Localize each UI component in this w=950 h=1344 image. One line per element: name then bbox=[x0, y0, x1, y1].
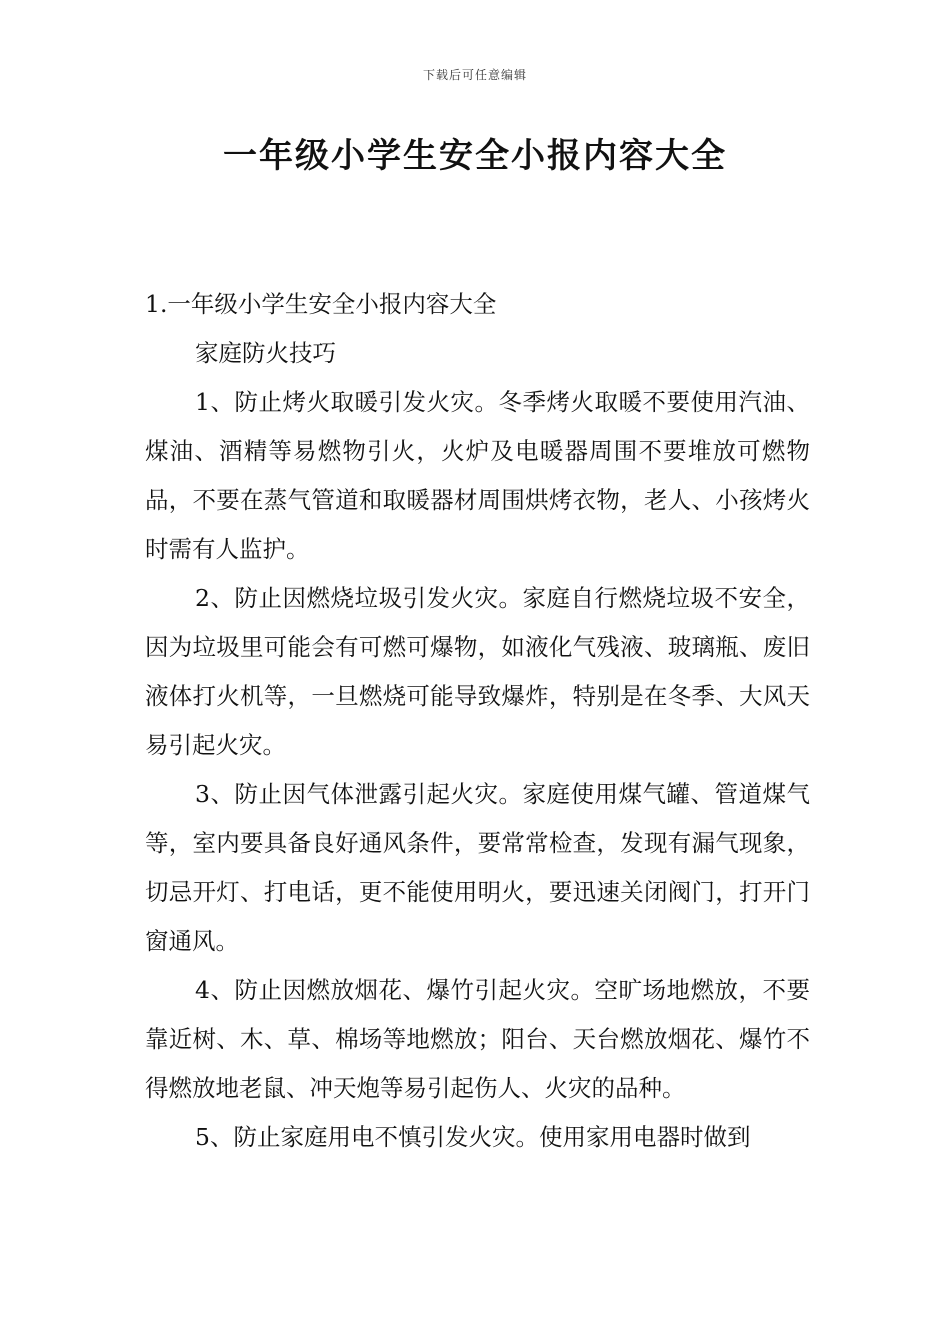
paragraph-5: 5、防止家庭用电不慎引发火灾。使用家用电器时做到 bbox=[195, 1123, 751, 1151]
header-note: 下载后可任意编辑 bbox=[422, 68, 527, 82]
paragraph-4: 4、防止因燃放烟花、爆竹引起火灾。空旷场地燃放，不要靠近树、木、草、棉场等地燃放；阳台、天台燃放烟花、爆竹不得燃放地老鼠、冲天炮等易引起伤人、火灾的品种。 bbox=[145, 976, 810, 1102]
paragraph-2: 2、防止因燃烧垃圾引发火灾。家庭自行燃烧垃圾不安全，因为垃圾里可能会有可燃可爆物，如液化气残液、玻璃瓶、废旧液体打火机等，一旦燃烧可能导致爆炸，特别是在冬季、大风天易引起火灾。 bbox=[145, 584, 810, 759]
paragraph-3: 3、防止因气体泄露引起火灾。家庭使用煤气罐、管道煤气等，室内要具备良好通风条件，要常常检查，发现有漏气现象，切忌开灯、打电话，更不能使用明火，要迅速关闭阀门，打开门窗通风。 bbox=[145, 780, 810, 955]
paragraph-1: 1、防止烤火取暖引发火灾。冬季烤火取暖不要使用汽油、煤油、酒精等易燃物引火，火炉及电暖器周围不要堆放可燃物品，不要在蒸气管道和取暖器材周围烘烤衣物，老人、小孩烤火时需有人监护。 bbox=[145, 388, 810, 563]
document-body bbox=[145, 280, 810, 1162]
sub-heading: 家庭防火技巧 bbox=[195, 339, 336, 367]
document-title: 一年级小学生安全小报内容大全 bbox=[223, 136, 727, 176]
section-heading: 1.一年级小学生安全小报内容大全 bbox=[145, 290, 497, 318]
